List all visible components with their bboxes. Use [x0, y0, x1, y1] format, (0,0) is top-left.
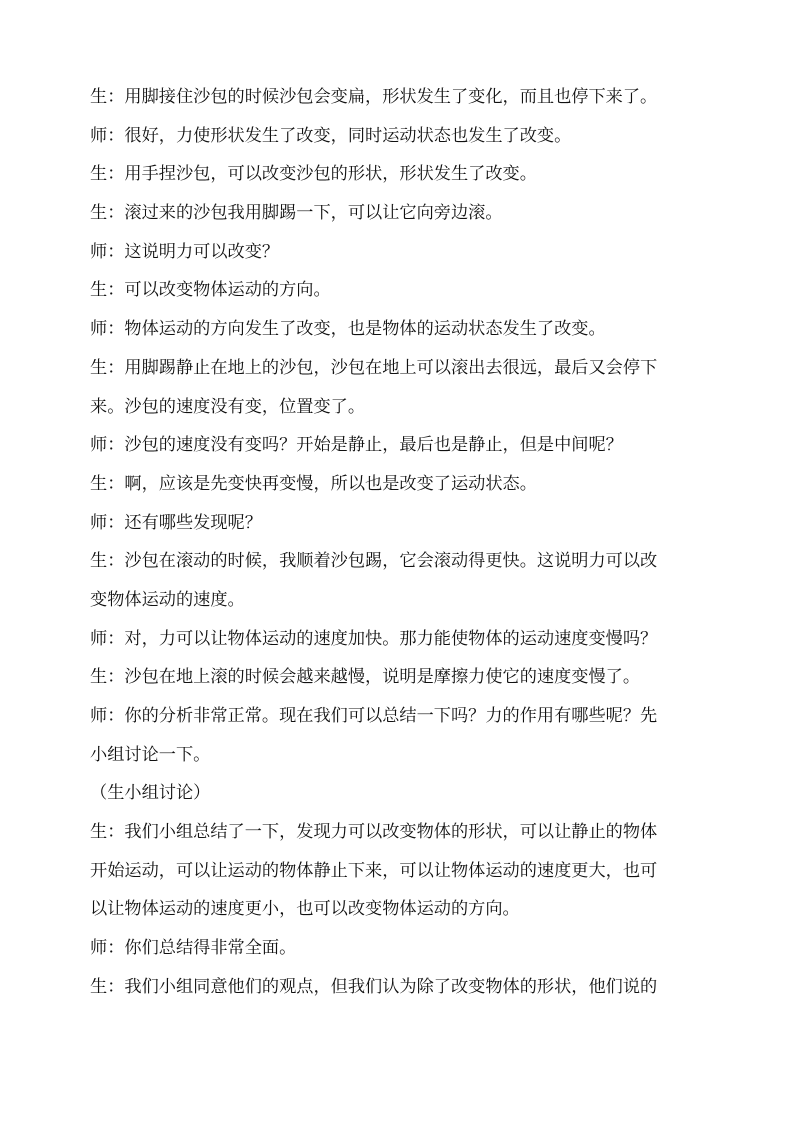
text-line: 生：啊，应该是先变快再变慢，所以也是改变了运动状态。 — [90, 473, 537, 494]
text-line: 师：沙包的速度没有变吗？开始是静止，最后也是静止，但是中间呢？ — [90, 435, 623, 456]
text-line: 来。沙包的速度没有变，位置变了。 — [90, 396, 366, 417]
text-line: 生：我们小组同意他们的观点，但我们认为除了改变物体的形状，他们说的 — [90, 976, 658, 997]
text-line: 生：用脚接住沙包的时候沙包会变扁，形状发生了变化，而且也停下来了。 — [90, 87, 658, 107]
text-line: 师：这说明力可以改变？ — [90, 241, 280, 262]
text-line: 生：沙包在地上滚的时候会越来越慢，说明是摩擦力使它的速度变慢了。 — [90, 667, 641, 688]
document-body — [90, 78, 708, 1007]
text-line: 师：很好，力使形状发生了改变，同时运动状态也发生了改变。 — [90, 125, 572, 146]
text-line: 师：还有哪些发现呢？ — [90, 512, 262, 533]
text-line: （生小组讨论） — [90, 783, 211, 804]
text-line: 开始运动，可以让运动的物体静止下来，可以让物体运动的速度更大，也可 — [90, 860, 658, 881]
text-line: 师：你的分析非常正常。现在我们可以总结一下吗？力的作用有哪些呢？先 — [90, 706, 658, 726]
text-line: 生：滚过来的沙包我用脚踢一下，可以让它向旁边滚。 — [90, 203, 503, 224]
text-line: 生：可以改变物体运动的方向。 — [90, 280, 331, 301]
text-line: 以让物体运动的速度更小，也可以改变物体运动的方向。 — [90, 899, 520, 920]
text-line: 师：你们总结得非常全面。 — [90, 938, 297, 959]
text-line: 师：物体运动的方向发生了改变，也是物体的运动状态发生了改变。 — [90, 319, 606, 340]
text-line: 变物体运动的速度。 — [90, 589, 245, 610]
text-line: 生：我们小组总结了一下，发现力可以改变物体的形状，可以让静止的物体 — [90, 822, 658, 843]
text-line: 生：用手捏沙包，可以改变沙包的形状，形状发生了改变。 — [90, 164, 537, 185]
text-line: 小组讨论一下。 — [90, 744, 211, 765]
text-line: 生：沙包在滚动的时候，我顺着沙包踢，它会滚动得更快。这说明力可以改 — [90, 551, 658, 572]
text-line: 生：用脚踢静止在地上的沙包，沙包在地上可以滚出去很远，最后又会停下 — [90, 357, 658, 378]
text-line: 师：对，力可以让物体运动的速度加快。那力能使物体的运动速度变慢吗？ — [90, 628, 658, 649]
